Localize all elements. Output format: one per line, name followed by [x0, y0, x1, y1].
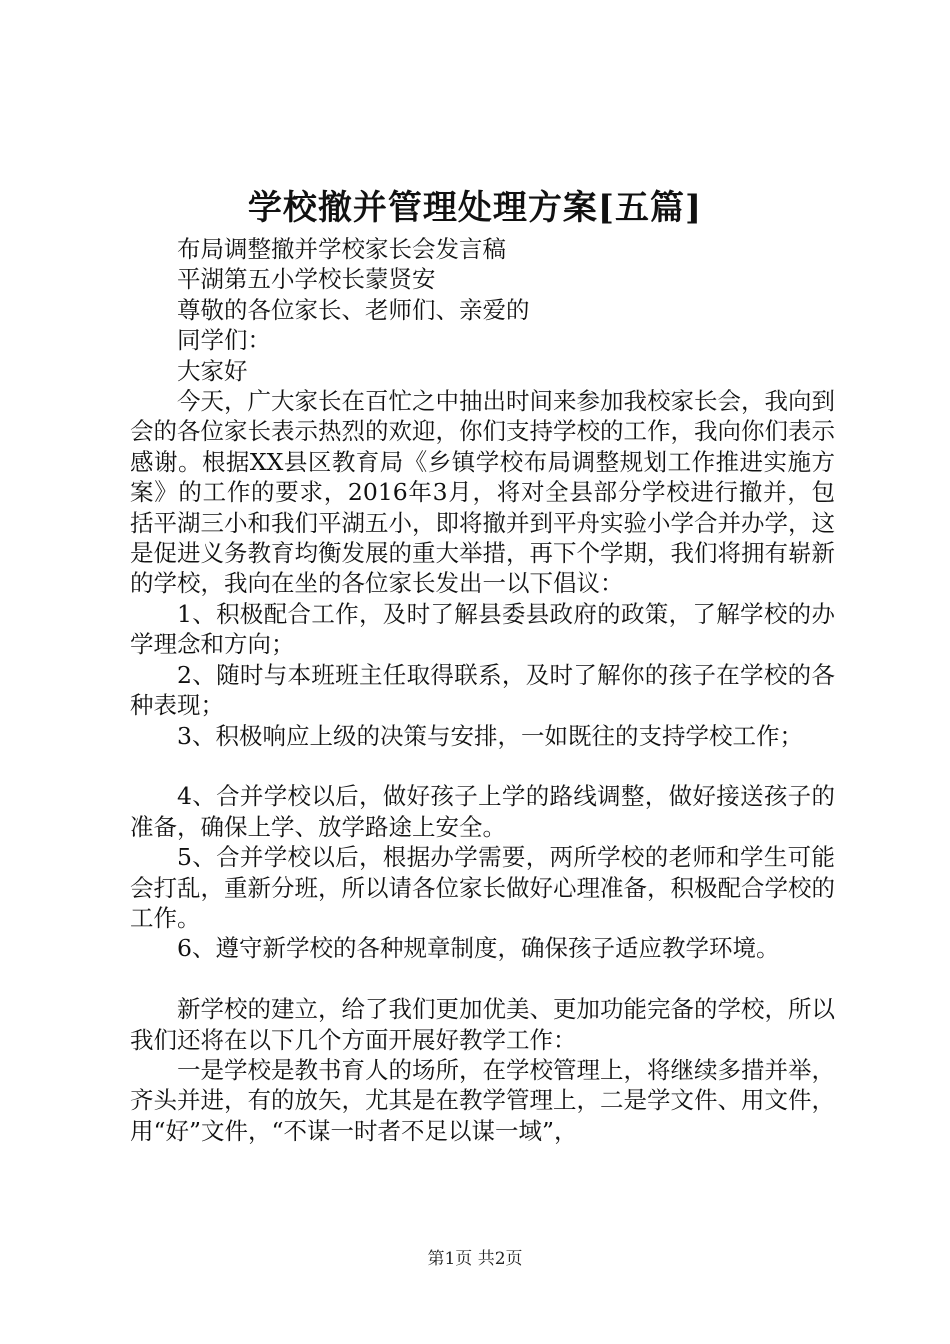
- paragraph-gap: [130, 751, 835, 781]
- body-paragraph: 今天，广大家长在百忙之中抽出时间来参加我校家长会，我向到会的各位家长表示热烈的欢迎，你们支持学校的工作，我向你们表示感谢。根据XX县区教育局《乡镇学校布局调整规划工作推进实施方案》的工作的要求，2016年3月，将对全县部分学校进行撤并，包括平湖三小和我们平湖五小，即将撤并到平舟实验小学合并办学，这是促进义务教育均衡发展的重大举措，再下个学期，我们将拥有崭新的学校，我向在坐的各位家长发出一以下倡议：: [130, 387, 835, 598]
- proposal-item: 5、合并学校以后，根据办学需要，两所学校的老师和学生可能会打乱，重新分班，所以请各位家长做好心理准备，积极配合学校的工作。: [130, 843, 835, 932]
- speaker-line: 平湖第五小学校长蒙贤安: [177, 265, 436, 294]
- speech-title: 布局调整撤并学校家长会发言稿: [177, 235, 506, 263]
- proposal-item: 2、随时与本班班主任取得联系，及时了解你的孩子在学校的各种表现；: [130, 660, 835, 720]
- salutation-line: 尊敬的各位家长、老师们、亲爱的: [177, 295, 530, 324]
- document-body: [130, 234, 835, 1146]
- proposal-item: 3、积极响应上级的决策与安排，一如既往的支持学校工作；: [177, 721, 803, 750]
- body-paragraph: 一是学校是教书育人的场所，在学校管理上，将继续多措并举，齐头并进，有的放矢，尤其是在教学管理上，二是学文件、用文件，用“好”文件，“不谋一时者不足以谋一域”，: [130, 1055, 835, 1145]
- paragraph-gap: [130, 964, 835, 994]
- proposal-item: 6、遵守新学校的各种规章制度，确保孩子适应教学环境。: [177, 934, 780, 963]
- proposal-item: 1、积极配合工作，及时了解县委县政府的政策，了解学校的办学理念和方向；: [130, 599, 835, 659]
- document-title: 学校撤并管理处理方案[五篇]: [247, 188, 703, 228]
- body-paragraph: 新学校的建立，给了我们更加优美、更加功能完备的学校，所以我们还将在以下几个方面开展好教学工作：: [130, 995, 835, 1054]
- page-footer: 第1页 共2页: [427, 1249, 523, 1269]
- proposal-item: 4、合并学校以后，做好孩子上学的路线调整，做好接送孩子的准备，确保上学、放学路途上安全。: [130, 782, 835, 841]
- salutation-line: 同学们：: [177, 326, 271, 355]
- greeting-line: 大家好: [177, 356, 248, 385]
